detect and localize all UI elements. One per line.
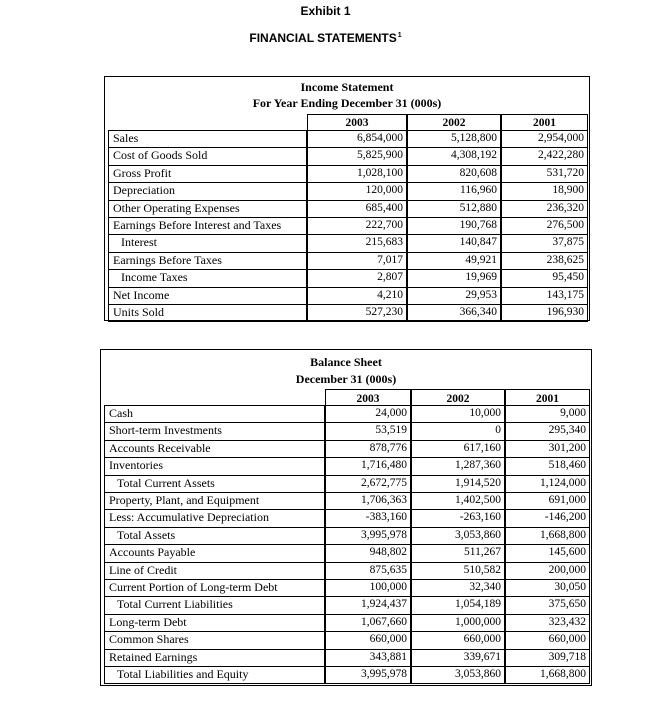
income-value-2003: 4,210	[377, 288, 403, 301]
balance-value-cell	[505, 579, 590, 596]
income-value-cell	[501, 287, 588, 304]
balance-value-2003: 875,635	[369, 563, 407, 576]
income-label-cell	[108, 130, 307, 147]
income-value-cell	[407, 252, 501, 269]
balance-value-cell	[411, 649, 505, 666]
income-row	[105, 234, 589, 251]
balance-label-cell	[104, 579, 325, 596]
income-row-label: Gross Profit	[113, 165, 172, 180]
balance-row-label: Total Assets	[117, 527, 176, 542]
income-label-cell	[108, 269, 307, 286]
balance-sheet-table	[100, 349, 592, 686]
income-statement-table	[104, 76, 590, 321]
income-label-cell	[108, 287, 307, 304]
income-value-cell	[407, 165, 501, 182]
balance-value-2002: 617,160	[463, 441, 501, 454]
balance-value-cell	[325, 666, 411, 683]
balance-value-cell	[411, 666, 505, 683]
income-value-2001: 531,720	[546, 166, 584, 179]
balance-label-cell	[104, 614, 325, 631]
income-value-2002: 140,847	[459, 236, 497, 249]
income-row-label: Net Income	[113, 287, 170, 302]
balance-value-cell	[411, 440, 505, 457]
balance-value-cell	[411, 509, 505, 526]
balance-year-2003: 2003	[356, 393, 380, 405]
income-label-cell	[108, 217, 307, 234]
balance-row-label: Property, Plant, and Equipment	[109, 493, 260, 507]
balance-row-label: Cash	[109, 406, 133, 420]
balance-value-cell	[325, 405, 411, 422]
balance-label-cell	[104, 492, 325, 509]
balance-value-2001: 323,432	[548, 615, 586, 628]
balance-value-2002: 1,914,520	[455, 476, 501, 489]
balance-value-cell	[411, 614, 505, 631]
balance-value-2003: 100,000	[369, 581, 407, 593]
income-value-cell	[307, 287, 407, 304]
balance-value-2002: 1,000,000	[455, 615, 501, 628]
balance-value-cell	[411, 422, 505, 439]
balance-row-label: Total Current Assets	[117, 475, 215, 490]
income-row-label: Other Operating Expenses	[113, 200, 240, 215]
income-row	[105, 165, 589, 182]
exhibit-label: Exhibit 1	[300, 4, 351, 18]
balance-row-label: Less: Accumulative Depreciation	[109, 510, 269, 525]
balance-value-2001: 200,000	[548, 563, 586, 576]
balance-value-2002: 1,054,189	[455, 598, 501, 611]
balance-value-cell	[325, 544, 411, 561]
balance-row-label: Inventories	[109, 458, 163, 473]
income-row	[105, 200, 589, 217]
income-value-2002: 190,768	[459, 219, 497, 231]
balance-row	[101, 475, 591, 492]
balance-row	[101, 631, 591, 648]
income-value-cell	[501, 269, 588, 286]
income-row-label: Cost of Goods Sold	[113, 148, 208, 163]
income-value-cell	[501, 234, 588, 251]
balance-label-cell	[104, 475, 325, 492]
balance-value-2001: -146,200	[544, 511, 586, 524]
income-value-2003: 120,000	[365, 184, 403, 197]
income-value-2003: 1,028,100	[357, 166, 403, 179]
income-value-cell	[501, 182, 588, 199]
income-value-cell	[307, 217, 407, 234]
balance-row	[101, 579, 591, 596]
balance-value-2002: 32,340	[469, 581, 501, 593]
balance-row-label: Total Current Liabilities	[117, 597, 233, 612]
income-row-rule	[108, 321, 588, 322]
balance-row	[101, 562, 591, 579]
income-year-2001: 2001	[533, 117, 556, 129]
balance-row	[101, 544, 591, 561]
income-value-2003: 222,700	[365, 219, 403, 231]
balance-value-cell	[411, 527, 505, 544]
balance-sheet-title: Balance Sheet	[310, 355, 382, 369]
balance-label-cell	[104, 509, 325, 526]
income-value-2002: 4,308,192	[451, 149, 497, 162]
balance-value-cell	[325, 579, 411, 596]
balance-year-2002: 2002	[446, 393, 470, 405]
balance-year-header-cell	[505, 389, 590, 405]
income-value-cell	[501, 147, 588, 164]
balance-year-header-cell	[411, 389, 505, 405]
balance-value-cell	[411, 492, 505, 509]
income-value-2001: 95,450	[552, 271, 584, 284]
balance-value-cell	[505, 440, 590, 457]
income-value-cell	[407, 234, 501, 251]
balance-value-2003: -383,160	[365, 511, 407, 524]
balance-value-2003: 1,706,363	[361, 494, 407, 506]
balance-value-2002: 0	[495, 424, 501, 437]
income-value-2002: 366,340	[459, 306, 497, 318]
income-value-2001: 18,900	[552, 184, 584, 197]
balance-row	[101, 596, 591, 613]
income-year-2002: 2002	[442, 117, 466, 129]
balance-value-cell	[325, 562, 411, 579]
income-row-label: Units Sold	[113, 305, 165, 319]
balance-value-2001: 301,200	[548, 441, 586, 454]
income-value-cell	[307, 252, 407, 269]
balance-row-label: Retained Earnings	[109, 649, 198, 664]
balance-value-cell	[505, 422, 590, 439]
income-value-2002: 116,960	[460, 184, 497, 197]
balance-value-2003: 1,067,660	[361, 615, 407, 628]
income-statement-subtitle: For Year Ending December 31 (000s)	[252, 96, 442, 110]
income-label-cell	[108, 200, 307, 217]
income-value-2002: 29,953	[465, 288, 497, 301]
balance-label-cell	[104, 649, 325, 666]
balance-row	[101, 405, 591, 422]
balance-label-cell	[104, 666, 325, 683]
income-value-cell	[501, 130, 588, 147]
balance-row	[101, 649, 591, 666]
balance-value-2003: 1,924,437	[361, 598, 407, 611]
balance-value-2001: 660,000	[548, 633, 586, 646]
income-label-cell	[108, 304, 307, 321]
balance-row	[101, 457, 591, 474]
balance-value-cell	[325, 492, 411, 509]
income-value-cell	[501, 165, 588, 182]
balance-value-cell	[325, 509, 411, 526]
footnote-mark: 1	[397, 32, 402, 39]
balance-value-cell	[325, 649, 411, 666]
balance-value-cell	[411, 405, 505, 422]
income-value-2001: 2,422,280	[538, 149, 584, 162]
balance-value-2001: 1,124,000	[540, 476, 586, 489]
balance-row-label: Current Portion of Long-term Debt	[109, 580, 278, 594]
balance-value-2003: 878,776	[369, 441, 407, 454]
balance-label-cell	[104, 457, 325, 474]
income-value-cell	[307, 130, 407, 147]
balance-value-cell	[411, 475, 505, 492]
balance-value-cell	[505, 631, 590, 648]
balance-value-2003: 24,000	[375, 407, 407, 419]
income-row-label: Earnings Before Interest and Taxes	[113, 218, 282, 232]
income-value-2002: 5,128,800	[451, 132, 497, 144]
balance-value-cell	[505, 666, 590, 683]
balance-label-cell	[104, 544, 325, 561]
balance-value-2002: 510,582	[463, 563, 501, 576]
income-value-cell	[407, 304, 501, 321]
balance-value-2001: 30,050	[554, 581, 586, 593]
income-value-cell	[307, 147, 407, 164]
income-value-2002: 49,921	[465, 253, 497, 266]
balance-value-2003: 3,995,978	[361, 668, 407, 680]
balance-value-cell	[411, 596, 505, 613]
income-value-2001: 238,625	[546, 253, 584, 266]
balance-row-label: Short-term Investments	[109, 423, 222, 438]
income-value-cell	[501, 200, 588, 217]
balance-value-cell	[325, 614, 411, 631]
income-year-header-cell	[307, 114, 407, 130]
income-value-2001: 276,500	[546, 219, 584, 231]
balance-row-label: Accounts Receivable	[109, 440, 211, 455]
balance-value-2003: 1,716,480	[361, 459, 407, 472]
balance-value-cell	[505, 596, 590, 613]
income-value-cell	[407, 130, 501, 147]
income-value-2003: 7,017	[377, 253, 403, 266]
income-label-cell	[108, 147, 307, 164]
balance-row-label: Common Shares	[109, 632, 189, 647]
income-row	[105, 182, 589, 199]
income-value-cell	[501, 252, 588, 269]
balance-row-rule	[104, 683, 590, 684]
income-row	[105, 269, 589, 286]
balance-value-cell	[505, 527, 590, 544]
balance-value-2001: 309,718	[548, 650, 586, 663]
balance-value-2002: 1,402,500	[455, 494, 501, 506]
balance-value-2001: 375,650	[548, 598, 586, 611]
balance-row	[101, 614, 591, 631]
balance-label-cell	[104, 405, 325, 422]
balance-row	[101, 509, 591, 526]
balance-row	[101, 440, 591, 457]
income-value-2001: 196,930	[546, 306, 584, 318]
income-value-2003: 5,825,900	[357, 149, 403, 162]
income-value-2003: 215,683	[365, 236, 403, 249]
income-value-2002: 19,969	[465, 271, 497, 284]
income-row	[105, 252, 589, 269]
balance-value-2001: 9,000	[560, 407, 586, 419]
balance-value-2003: 343,881	[369, 650, 407, 663]
income-value-2003: 685,400	[365, 201, 403, 214]
income-value-cell	[307, 304, 407, 321]
income-year-header-cell	[501, 114, 588, 130]
balance-row	[101, 422, 591, 439]
balance-label-cell	[104, 596, 325, 613]
balance-value-cell	[411, 562, 505, 579]
balance-value-cell	[411, 579, 505, 596]
income-value-cell	[407, 182, 501, 199]
income-value-cell	[307, 269, 407, 286]
balance-value-2002: 3,053,860	[455, 528, 501, 541]
balance-value-2002: 1,287,360	[455, 459, 501, 472]
balance-value-2003: 948,802	[369, 546, 407, 559]
income-value-cell	[307, 182, 407, 199]
balance-row	[101, 492, 591, 509]
balance-value-2001: 145,600	[548, 546, 586, 559]
balance-value-2002: -263,160	[459, 511, 501, 524]
balance-value-cell	[505, 544, 590, 561]
income-value-2001: 236,320	[546, 201, 584, 214]
income-value-2003: 527,230	[365, 306, 403, 318]
income-row-label: Depreciation	[113, 183, 175, 198]
income-value-2003: 6,854,000	[357, 132, 403, 144]
income-value-cell	[307, 200, 407, 217]
income-value-cell	[307, 234, 407, 251]
income-value-2001: 2,954,000	[538, 132, 584, 144]
balance-label-cell	[104, 631, 325, 648]
balance-value-2002: 339,671	[463, 650, 501, 663]
income-value-cell	[501, 217, 588, 234]
balance-value-cell	[505, 405, 590, 422]
balance-value-cell	[505, 509, 590, 526]
balance-value-2003: 2,672,775	[361, 476, 407, 489]
balance-value-cell	[505, 457, 590, 474]
balance-row-label: Long-term Debt	[109, 614, 187, 629]
balance-value-2003: 660,000	[369, 633, 407, 646]
balance-row	[101, 527, 591, 544]
balance-value-cell	[411, 544, 505, 561]
balance-value-2003: 3,995,978	[361, 528, 407, 541]
income-label-cell	[108, 165, 307, 182]
balance-value-cell	[505, 649, 590, 666]
income-row	[105, 130, 589, 147]
income-label-cell	[108, 182, 307, 199]
balance-value-cell	[325, 631, 411, 648]
income-value-cell	[407, 269, 501, 286]
page-title-text: FINANCIAL STATEMENTS	[249, 31, 397, 45]
income-value-cell	[407, 147, 501, 164]
income-value-2001: 37,875	[552, 236, 584, 249]
income-value-2001: 143,175	[546, 288, 584, 301]
balance-value-cell	[325, 422, 411, 439]
balance-value-cell	[411, 631, 505, 648]
balance-sheet-subtitle: December 31 (000s)	[295, 372, 397, 386]
balance-row-label: Line of Credit	[109, 562, 177, 577]
balance-value-cell	[505, 614, 590, 631]
balance-value-2001: 691,000	[548, 494, 586, 506]
balance-value-cell	[505, 492, 590, 509]
income-value-2003: 2,807	[377, 271, 403, 284]
balance-value-cell	[505, 475, 590, 492]
page-title	[0, 31, 651, 45]
income-row	[105, 304, 589, 321]
balance-value-2001: 518,460	[548, 459, 586, 472]
balance-value-2002: 511,267	[464, 546, 501, 559]
income-row	[105, 287, 589, 304]
balance-value-2002: 10,000	[469, 407, 501, 419]
income-value-2002: 512,880	[459, 201, 497, 214]
balance-value-cell	[325, 475, 411, 492]
income-statement-title: Income Statement	[300, 80, 394, 94]
balance-value-2003: 53,519	[375, 424, 407, 437]
income-row-label: Sales	[113, 131, 139, 145]
balance-label-cell	[104, 440, 325, 457]
balance-value-cell	[411, 457, 505, 474]
balance-value-2002: 660,000	[463, 633, 501, 646]
income-row	[105, 147, 589, 164]
balance-value-2001: 1,668,800	[540, 528, 586, 541]
balance-value-cell	[325, 596, 411, 613]
income-year-2003: 2003	[345, 117, 369, 129]
balance-year-2001: 2001	[536, 393, 559, 405]
income-value-cell	[407, 287, 501, 304]
balance-row-label: Total Liabilities and Equity	[117, 667, 249, 681]
income-value-cell	[407, 217, 501, 234]
income-row	[105, 217, 589, 234]
income-value-2002: 820,608	[459, 166, 497, 179]
balance-value-cell	[325, 457, 411, 474]
balance-value-2001: 1,668,800	[540, 668, 586, 680]
balance-label-cell	[104, 422, 325, 439]
balance-value-2002: 3,053,860	[455, 668, 501, 680]
balance-row-label: Accounts Payable	[109, 545, 196, 560]
income-row-label: Income Taxes	[121, 270, 188, 285]
balance-value-2001: 295,340	[548, 424, 586, 437]
balance-value-cell	[325, 527, 411, 544]
income-value-cell	[407, 200, 501, 217]
balance-row	[101, 666, 591, 683]
balance-year-header-cell	[325, 389, 411, 405]
income-label-cell	[108, 234, 307, 251]
income-row-label: Interest	[121, 235, 157, 250]
income-value-cell	[501, 304, 588, 321]
income-row-label: Earnings Before Taxes	[113, 252, 222, 267]
income-label-cell	[108, 252, 307, 269]
balance-label-cell	[104, 527, 325, 544]
balance-label-cell	[104, 562, 325, 579]
income-value-cell	[307, 165, 407, 182]
balance-value-cell	[505, 562, 590, 579]
income-year-header-cell	[407, 114, 501, 130]
balance-value-cell	[325, 440, 411, 457]
